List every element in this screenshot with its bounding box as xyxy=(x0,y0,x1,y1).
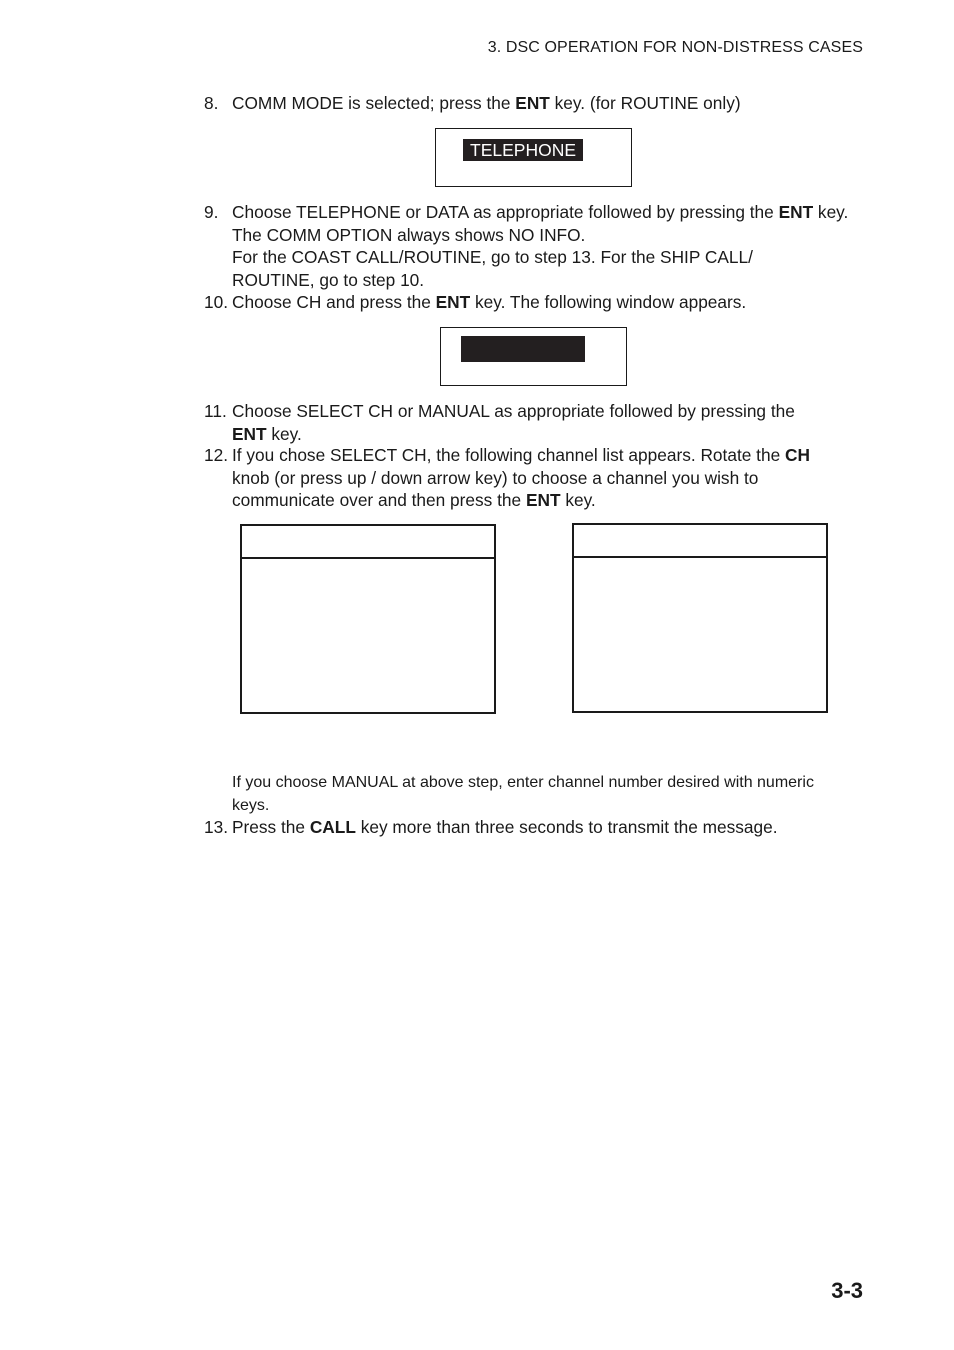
page-number: 3-3 xyxy=(831,1278,863,1303)
channel-list-panel-left xyxy=(240,524,496,714)
selection-highlight-bar xyxy=(461,336,585,362)
step-text: Press the CALL key more than three seconds to transmit the message. xyxy=(232,817,778,837)
step-number: 9. xyxy=(204,202,219,222)
panel-header xyxy=(574,525,826,558)
running-header: 3. DSC OPERATION FOR NON-DISTRESS CASES xyxy=(487,39,863,56)
step-number: 11. xyxy=(204,401,227,421)
step-number: 10. xyxy=(204,292,229,312)
channel-list-panel-right xyxy=(572,523,828,713)
step-number: 13. xyxy=(204,817,229,837)
step-text: Choose TELEPHONE or DATA as appropriate followed by pressing the ENT key. The COMM OPTION always shows NO INFO. For the COAST CALL/ROUTINE, go to step 13. For the SHIP CALL/ ROUTINE, go to step 10. xyxy=(232,202,849,290)
step-number: 8. xyxy=(204,93,219,113)
step-text: Choose CH and press the ENT key. The following window appears. xyxy=(232,292,747,312)
step-text: Choose SELECT CH or MANUAL as appropriate followed by pressing the ENT key. xyxy=(232,401,795,444)
telephone-highlight: TELEPHONE xyxy=(463,139,583,161)
step-number: 12. xyxy=(204,445,229,465)
step-text: COMM MODE is selected; press the ENT key. (for ROUTINE only) xyxy=(232,93,741,113)
step-text: If you chose SELECT CH, the following channel list appears. Rotate the CH knob (or press up / down arrow key) to choose a channel you wish to communicate over and then press the ENT key. xyxy=(232,445,810,510)
manual-entry-note: If you choose MANUAL at above step, enter channel number desired with numeric keys. xyxy=(232,774,814,814)
channel-option-window xyxy=(440,327,627,386)
panel-header xyxy=(242,526,494,559)
comm-mode-window xyxy=(435,128,632,187)
